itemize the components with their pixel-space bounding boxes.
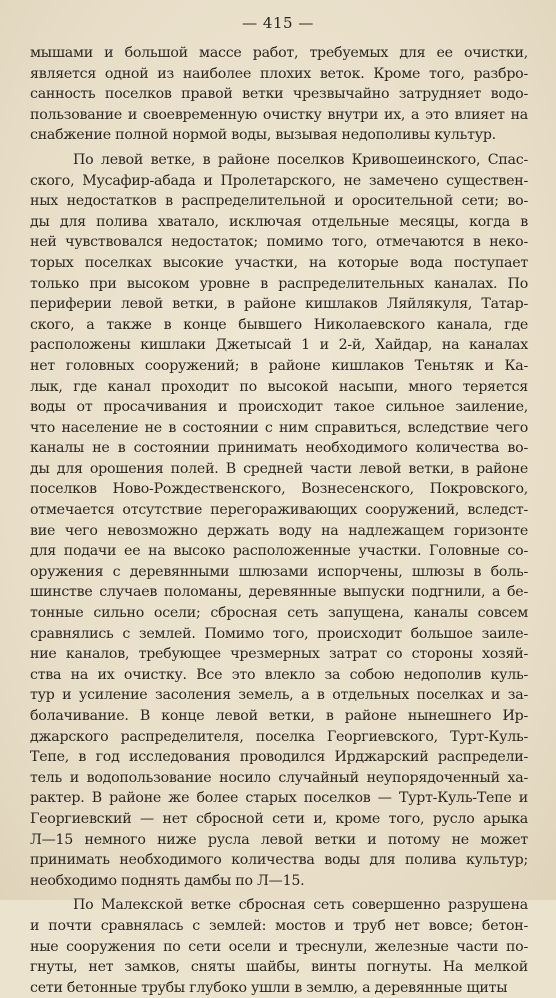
text-line: ные сооружения по сети осели и треснули, железные части по- [30, 938, 528, 955]
paragraph [30, 150, 528, 891]
text-line: мышами и большой масcе работ, требуемых для ее очистки, [30, 45, 528, 61]
text-line: ского, Мусафир-абада и Пролетарского, не замечено существен- [30, 172, 528, 189]
text-line: джарского распределителя, поселка Георгиевского, Турт-Куль- [30, 728, 528, 745]
text-line: необходимо поднять дамбы по Л—15. [30, 872, 305, 889]
text-line: поселков Ново-Рождественского, Вознесенского, Покровского, [30, 481, 528, 498]
text-line: вие чего невозможно держать воду на надлежащем горизонте [30, 522, 528, 539]
text-line: оружения с деревянными шлюзами испорчены, шлюзы в боль- [30, 563, 528, 580]
text-line: Л—15 немного ниже русла левой ветки и потому не может [30, 831, 528, 848]
text-line: тур и усиление засоления земель, а в отдельных поселках и за- [30, 687, 528, 704]
text-line: отмечается отсутствие перегораживающих сооружений, вследст- [30, 502, 528, 519]
text-line: болачивание. В конце левой ветки, в районе нынешнего Ир- [30, 708, 528, 724]
body-text [30, 43, 528, 998]
text-line: периферии левой ветки, в районе кишлаков Ляйлякуля, Татар- [30, 296, 528, 313]
text-line: принимать необходимого количества воды для полива культур; [30, 852, 528, 869]
text-line: сравнялись с землей. Помимо того, происходит большое заиле- [30, 625, 528, 642]
text-line: ского, а также в конце бывшего Николаевского канала, где [30, 316, 528, 333]
text-line: сети бетонные трубы глубоко ушли в землю, а деревянные щиты [30, 979, 508, 996]
text-line: По Малекской ветке сбросная сеть совершенно разрушена [73, 897, 528, 914]
text-line: лык, где канал проходит по высокой насыпи, много теряется [30, 378, 528, 395]
text-line: ней чувствовался недостаток; помимо того, отмечаются в неко- [30, 234, 528, 251]
text-line: Тепе, в год исследования проводился Ирджарский распредели- [30, 749, 528, 766]
paragraph [30, 43, 528, 146]
text-line: ды для полива хватало, исключая отдельные месяцы, когда в [30, 213, 528, 230]
text-line: для подачи ее на высоко расположенные участки. Головные со- [30, 543, 528, 560]
text-line: тель и водопользование носило случайный неупорядоченный ха- [30, 769, 528, 786]
text-line: Георгиевский — нет сбросной сети и, кроме того, русло арыка [30, 810, 528, 827]
text-line: воды от просачивания и происходит такое сильное заиление, [30, 399, 528, 416]
text-line: гнуты, нет замков, сняты шайбы, винты погнуты. На мелкой [30, 959, 528, 976]
text-line: расположены кишлаки Джетысай 1 и 2-й, Хайдар, на каналах [30, 337, 528, 354]
text-line: шинстве случаев поломаны, деревянные выпуски подгнили, а бе- [30, 584, 528, 601]
text-line: нет головных сооружений; в районе кишлаков Теньтяк и Ка- [30, 357, 528, 374]
text-line: тонные сильно осели; сбросная сеть запущена, каналы совсем [30, 605, 528, 622]
text-line: является одной из наиболее плохих веток. Кроме того, разбро- [30, 65, 528, 82]
text-line: каналы не в состоянии принимать необходимого количества во- [30, 440, 528, 457]
text-line: санность поселков правой ветки чрезвычайно затрудняет водо- [30, 86, 528, 103]
text-line: что население не в состоянии с ним справиться, вследствие чего [30, 419, 528, 436]
page-number: — 415 — [242, 14, 314, 32]
text-line: торых поселках высокие участки, на которые вода поступает [30, 254, 528, 271]
text-line: снабжение полной нормой воды, вызывая недополивы культур. [30, 127, 496, 144]
text-line: ды для орошения полей. В средней части левой ветки, в районе [30, 460, 528, 477]
text-line: только при высоком уровне в распределительных каналах. По [30, 275, 528, 292]
text-line: рактер. В районе же более старых поселков — Турт-Куль-Тепе и [30, 790, 528, 807]
text-line: пользование и своевременную очистку внутри их, а это влияет на [30, 106, 528, 123]
text-line: ние каналов, требующее чрезмерных затрат со стороны хозяй- [30, 646, 528, 663]
text-line: ства на их очистку. Все это влекло за собою недополив куль- [30, 666, 528, 683]
text-line: ных недостатков в распределительной и оросительной сети; во- [30, 193, 528, 210]
text-line: и почти сравнялась с землей: мостов и труб нет вовсе; бетон- [30, 917, 528, 934]
paragraph [30, 895, 528, 998]
text-line: По левой ветке, в районе поселков Кривошеинского, Спас- [73, 151, 528, 168]
